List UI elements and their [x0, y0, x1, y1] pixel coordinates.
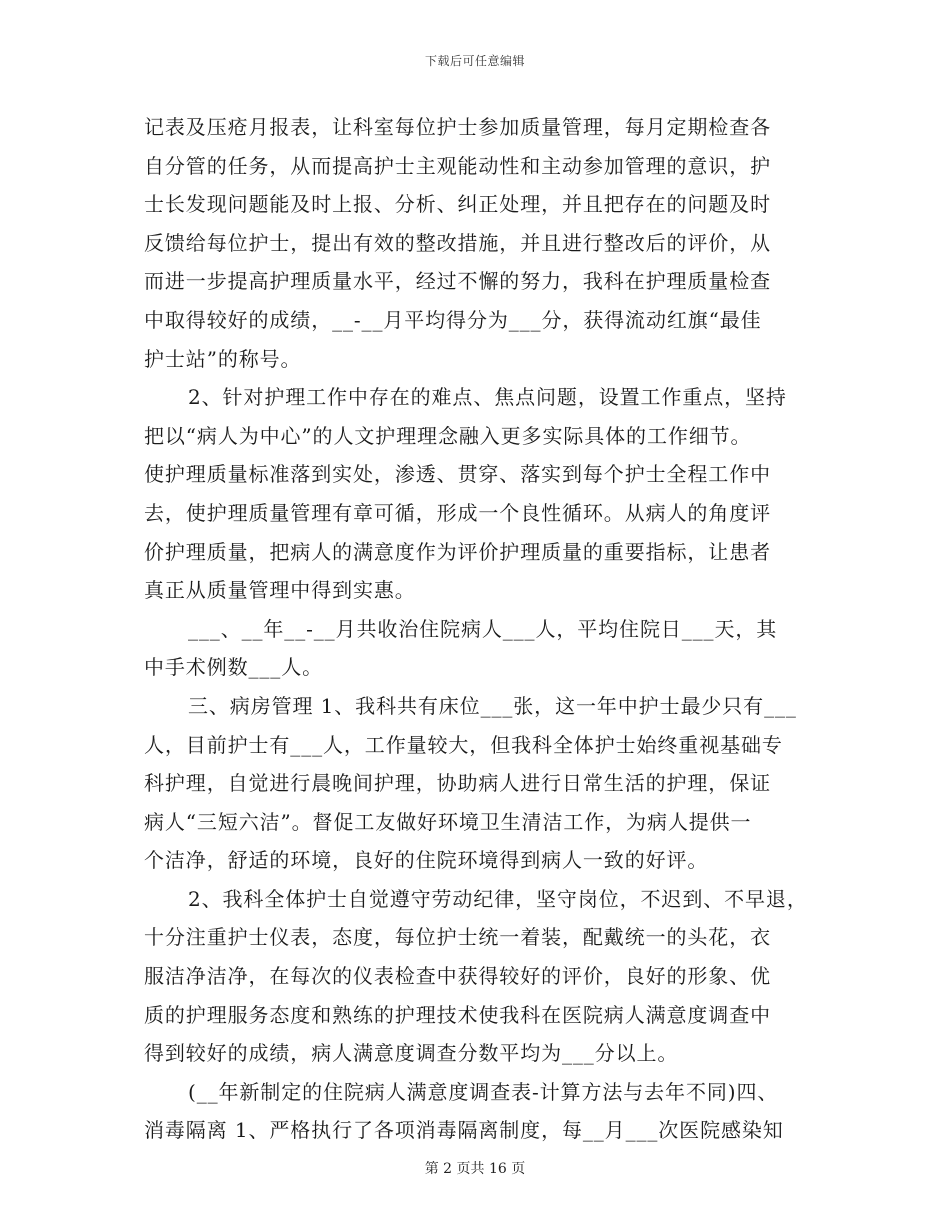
paragraph-start-line: 2、针对护理工作中存在的难点、焦点问题，设置工作重点，坚持 [188, 385, 787, 410]
text-line: 质的护理服务态度和熟练的护理技术使我科在医院病人满意度调查中 [144, 1002, 771, 1027]
text-line: 自分管的任务，从而提高护士主观能动性和主动参加管理的意识，护 [144, 153, 771, 178]
text-line: 十分注重护士仪表，态度，每位护士统一着装，配戴统一的头花，衣 [144, 925, 771, 950]
text-line: 人，目前护士有___人，工作量较大，但我科全体护士始终重视基础专 [144, 732, 783, 757]
page-header: 下载后可任意编辑 [424, 54, 525, 68]
paragraph-start-line: 三、病房管理 1、我科共有床位___张，这一年中护士最少只有___ [188, 693, 797, 718]
document-body [144, 108, 806, 1150]
page-footer: 第 2 页共 16 页 [424, 1161, 526, 1177]
text-line: 护士站”的称号。 [144, 346, 302, 371]
text-line: 服洁净洁净，在每次的仪表检查中获得较好的评价，良好的形象、优 [144, 964, 771, 989]
text-line: 而进一步提高护理质量水平，经过不懈的努力，我科在护理质量检查 [144, 269, 771, 294]
text-line: 得到较好的成绩，病人满意度调查分数平均为___分以上。 [144, 1041, 679, 1066]
text-line: 中手术例数___人。 [144, 655, 323, 680]
text-line: 去，使护理质量管理有章可循，形成一个良性循环。从病人的角度评 [144, 500, 771, 525]
text-line: 消毒隔离 1、严格执行了各项消毒隔离制度，每__月___次医院感染知 [144, 1118, 784, 1143]
text-line: 科护理，自觉进行晨晚间护理，协助病人进行日常生活的护理，保证 [144, 771, 771, 796]
text-line: 把以“病人为中心”的人文护理理念融入更多实际具体的工作细节。 [144, 423, 752, 448]
text-line: 真正从质量管理中得到实惠。 [144, 578, 416, 603]
paragraph-start-line: 2、我科全体护士自觉遵守劳动纪律，坚守岗位，不迟到、不早退， [188, 886, 808, 911]
text-line: 个洁净，舒适的环境，良好的住院环境得到病人一致的好评。 [144, 848, 709, 873]
text-line: 反馈给每位护士，提出有效的整改措施，并且进行整改后的评价，从 [144, 230, 771, 255]
text-line: 使护理质量标准落到实处，渗透、贯穿、落实到每个护士全程工作中 [144, 462, 771, 487]
paragraph-start-line: ___、__年__-__月共收治住院病人___人，平均住院日___天，其 [188, 616, 778, 641]
text-line: 士长发现问题能及时上报、分析、纠正处理，并且把存在的问题及时 [144, 192, 771, 217]
text-line: 记表及压疮月报表，让科室每位护士参加质量管理，每月定期检查各 [144, 115, 771, 139]
text-line: 价护理质量，把病人的满意度作为评价护理质量的重要指标，让患者 [144, 539, 771, 564]
paragraph-start-line: (__年新制定的住院病人满意度调查表-计算方法与去年不同)四、 [188, 1079, 779, 1104]
text-line: 病人“三短六洁”。督促工友做好环境卫生清洁工作，为病人提供一 [144, 809, 752, 834]
text-line: 中取得较好的成绩，__-__月平均得分为___分，获得流动红旗“最佳 [144, 307, 762, 332]
